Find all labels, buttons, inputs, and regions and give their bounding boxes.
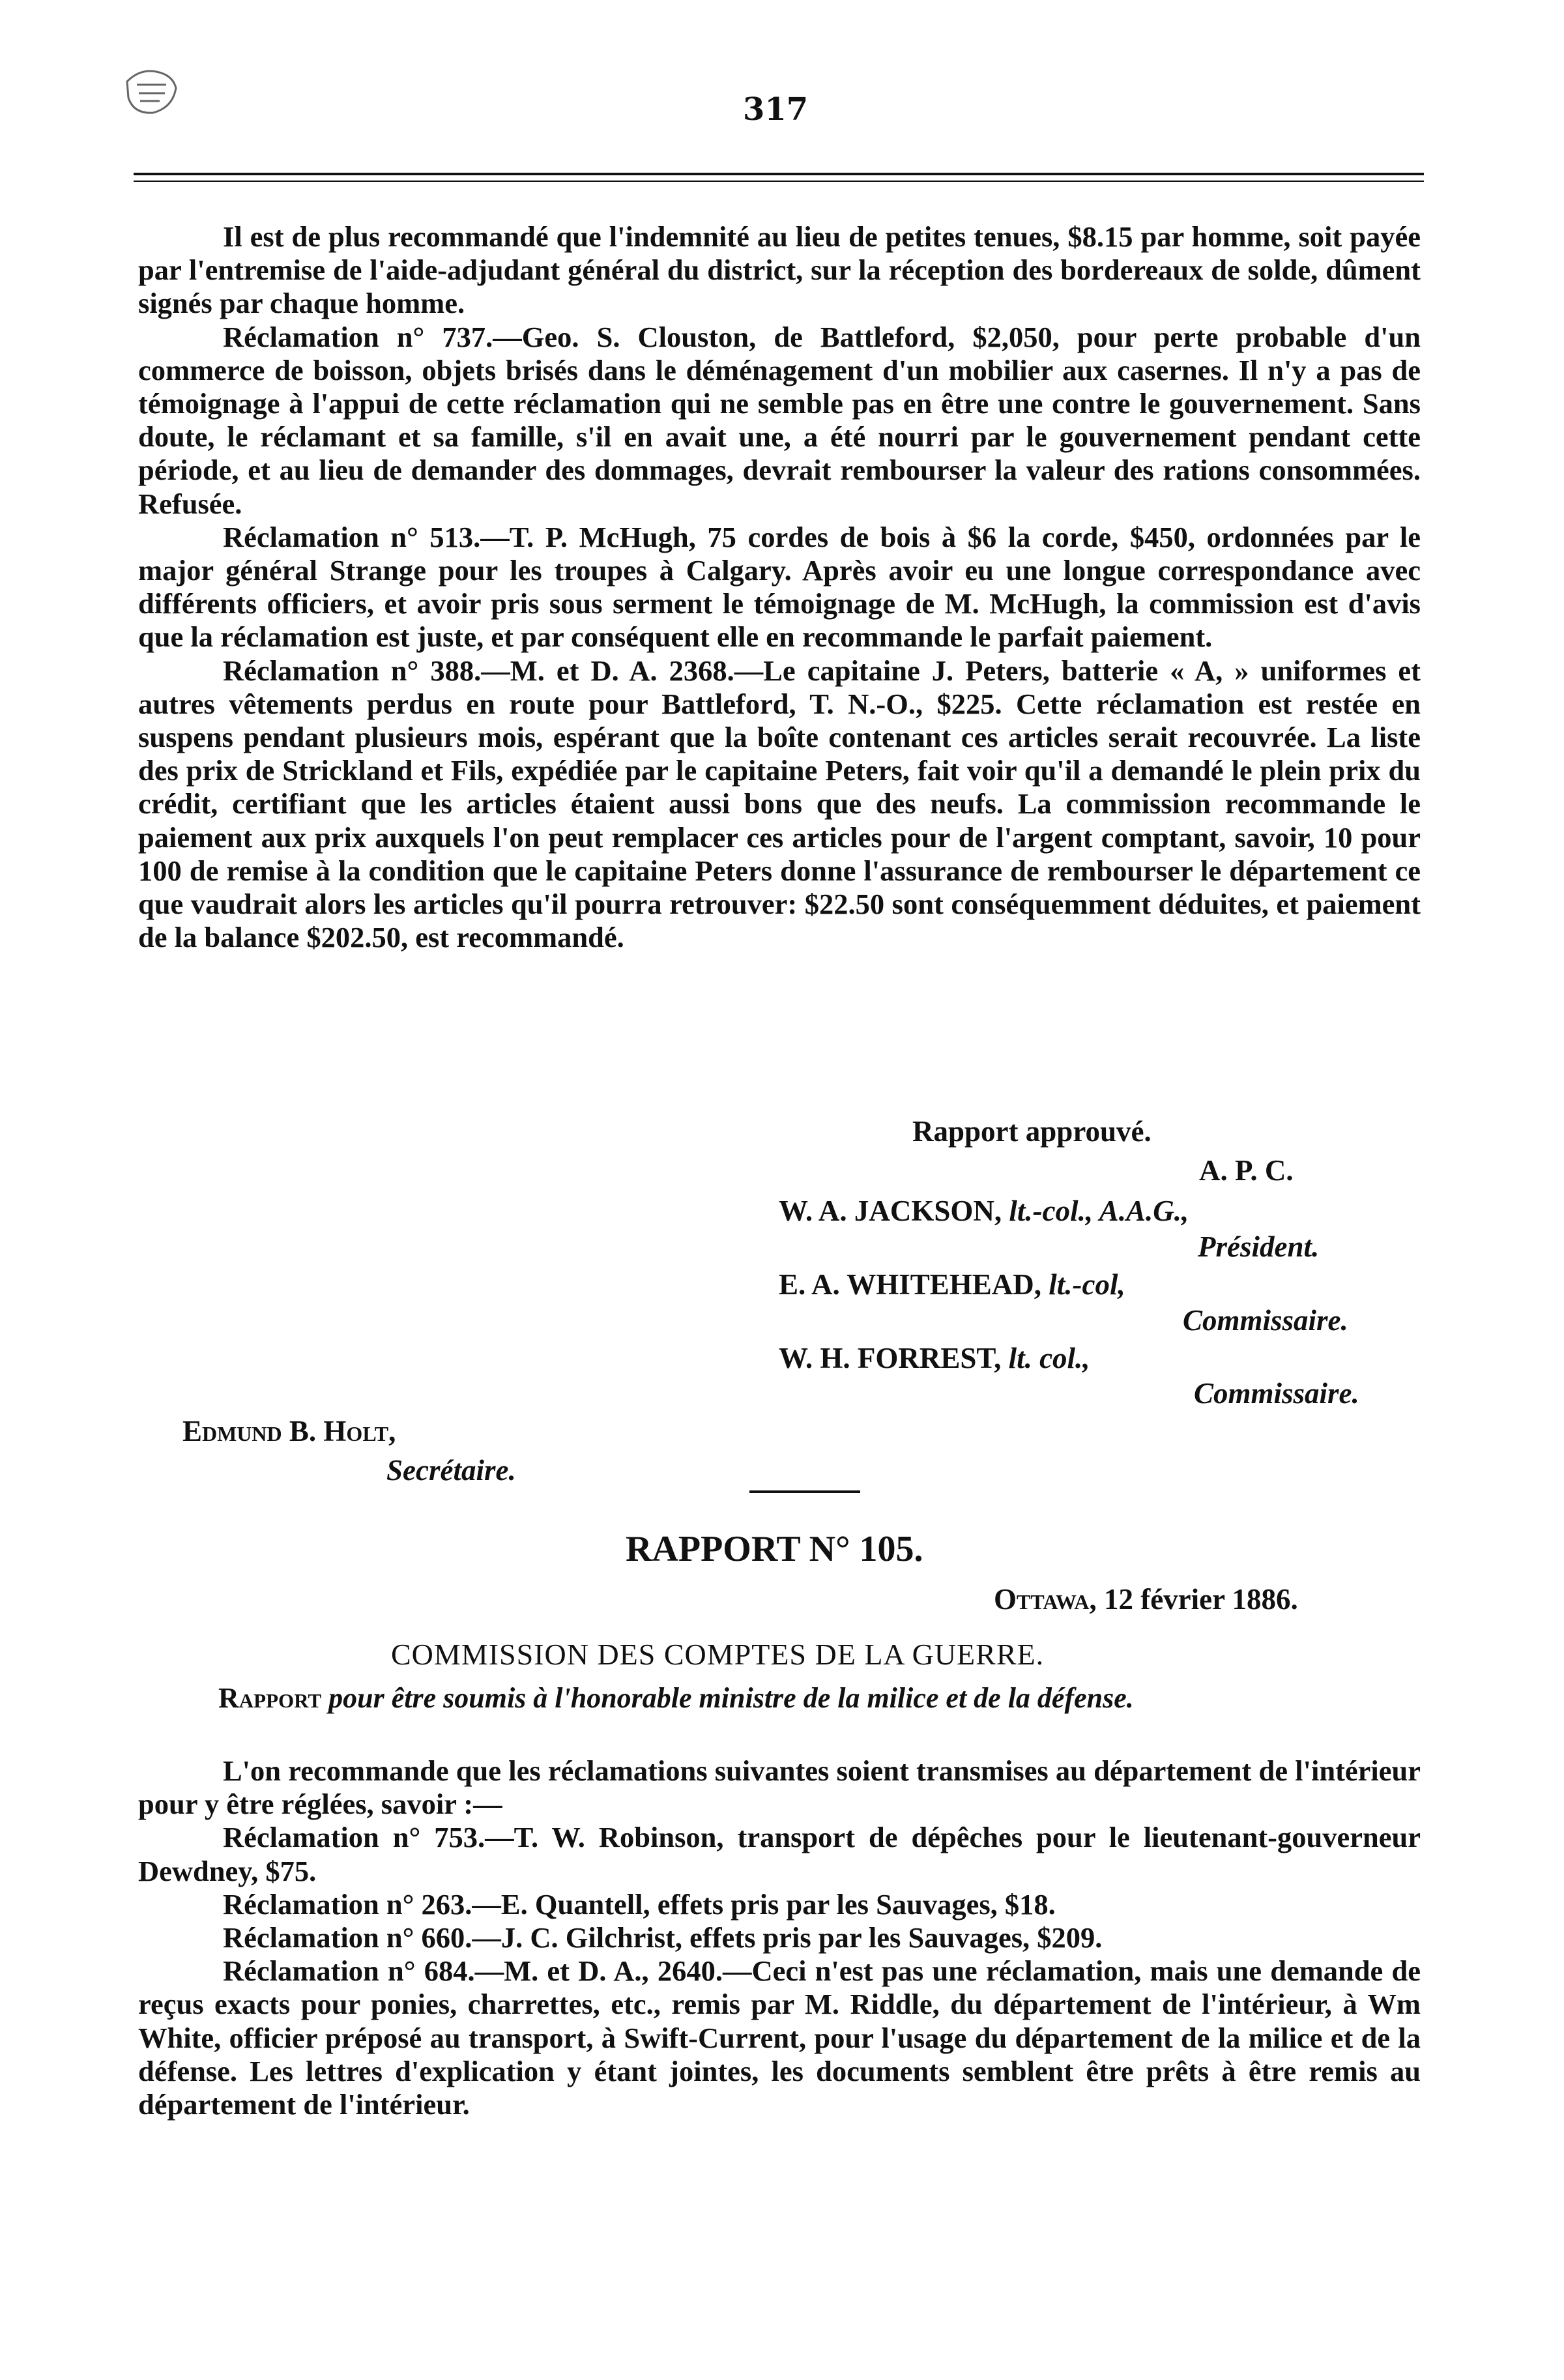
page-number: 317 (743, 91, 809, 128)
paragraph-claim-753: Réclamation n° 753.—T. W. Robinson, transport de dépêches pour le lieutenant-gouverneur Dewdney, $75. (138, 1821, 1421, 1887)
dateline (994, 1582, 1298, 1616)
report-subtitle (218, 1681, 1134, 1715)
header-rule-thin (134, 181, 1424, 182)
secretary-name: Edmund B. Holt, (182, 1415, 396, 1447)
secretary-role: Secrétaire. (386, 1454, 516, 1487)
signer-name: W. A. JACKSON, (779, 1195, 1009, 1227)
report-105-body (138, 1754, 1421, 2121)
header-rule (134, 173, 1424, 175)
signer-role: Commissaire. (1194, 1377, 1359, 1410)
signer-role: Commissaire. (1183, 1304, 1348, 1337)
signer-name: W. H. FORREST, (779, 1342, 1009, 1374)
section-divider (749, 1490, 860, 1493)
paragraph-claim-684: Réclamation n° 684.—M. et D. A., 2640.—Ceci n'est pas une réclamation, mais une demande de reçus exacts pour ponies, charrettes, etc., remis par M. Riddle, du département de l'intérieur, à Wm White, officier préposé au transport, à Swift-Current, pour l'usage du département de la milice et de la défense. Les lettres d'explication y étant jointes, les documents semblent être prêts à être remis au département de l'intérieur. (138, 1954, 1421, 2121)
signer-rank: lt. col., (1008, 1342, 1090, 1374)
paragraph-intro: L'on recommande que les réclamations suivantes soient transmises au département de l'intérieur pour y être réglées, savoir :— (138, 1754, 1421, 1821)
paragraph-claim-660: Réclamation n° 660.—J. C. Gilchrist, effets pris par les Sauvages, $209. (223, 1921, 1103, 1954)
subtitle-lead: Rapport (218, 1682, 322, 1714)
signer-rank: lt.-col, (1049, 1268, 1125, 1301)
paragraph-indemnity: Il est de plus recommandé que l'indemnité au lieu de petites tenues, $8.15 par homme, soit payée par l'entremise de l'aide-adjudant général du district, sur la réception des bordereaux de solde, dûment signés par chaque homme. (138, 220, 1421, 320)
paragraph-claim-263: Réclamation n° 263.—E. Quantell, effets pris par les Sauvages, $18. (223, 1887, 1056, 1921)
signer-forrest (779, 1341, 1090, 1375)
paragraph-claim-737: Réclamation n° 737.—Geo. S. Clouston, de Battleford, $2,050, pour perte probable d'un commerce de boisson, objets brisés dans le déménagement d'un mobilier aux casernes. Il n'y a pas de témoignage à l'appui de cette réclamation qui ne semble pas en être une contre le gouvernement. Sans doute, le réclamant et sa famille, s'il en avait une, a été nourri par le gouvernement pendant cette période, et au lieu de demander des dommages, devrait rembourser la valeur des rations consommées. Refusée. (138, 320, 1421, 520)
subtitle-rest: pour être soumis à l'honorable ministre de la milice et de la défense. (321, 1682, 1134, 1714)
dateline-city: Ottawa, (994, 1583, 1097, 1616)
approval-initials: A. P. C. (1199, 1154, 1294, 1187)
signer-name: E. A. WHITEHEAD, (779, 1268, 1049, 1301)
signer-role: Président. (1198, 1230, 1320, 1263)
signer-whitehead (779, 1268, 1125, 1301)
paragraph-claim-388: Réclamation n° 388.—M. et D. A. 2368.—Le capitaine J. Peters, batterie « A, » uniformes et autres vêtements perdus en route pour Battleford, T. N.-O., $225. Cette réclamation est restée en suspens pendant plusieurs mois, espérant que la boîte contenant ces articles serait recouvrée. La liste des prix de Strickland et Fils, expédiée par le capitaine Peters, fait voir qu'il a demandé le plein prix du crédit, certifiant que les articles étaient aussi bons que des neufs. La commission recommande le paiement aux prix auxquels l'on peut remplacer ces articles pour de l'argent comptant, savoir, 10 pour 100 de remise à la condition que le capitaine Peters donne l'assurance de rembourser le département ce que vaudrait alors les articles qu'il pourra retrouver: $22.50 sont conséquemment déduites, et paiement de la balance $202.50, est recommandé. (138, 654, 1421, 954)
signer-rank: lt.-col., A.A.G., (1009, 1195, 1189, 1227)
report-heading: RAPPORT N° 105. (626, 1529, 923, 1569)
approval-text: Rapport approuvé. (912, 1115, 1151, 1148)
commission-title: COMMISSION DES COMPTES DE LA GUERRE. (391, 1638, 1045, 1671)
report-body (138, 220, 1421, 954)
dateline-date: 12 février 1886. (1096, 1583, 1298, 1616)
library-stamp-icon (121, 62, 182, 121)
signer-jackson (779, 1194, 1189, 1228)
paragraph-claim-513: Réclamation n° 513.—T. P. McHugh, 75 cordes de bois à $6 la corde, $450, ordonnées par le major général Strange pour les troupes à Calgary. Après avoir eu une longue correspondance avec différents officiers, et avoir pris sous serment le témoignage de M. McHugh, la commission est d'avis que la réclamation est juste, et par conséquent elle en recommande le parfait paiement. (138, 520, 1421, 654)
